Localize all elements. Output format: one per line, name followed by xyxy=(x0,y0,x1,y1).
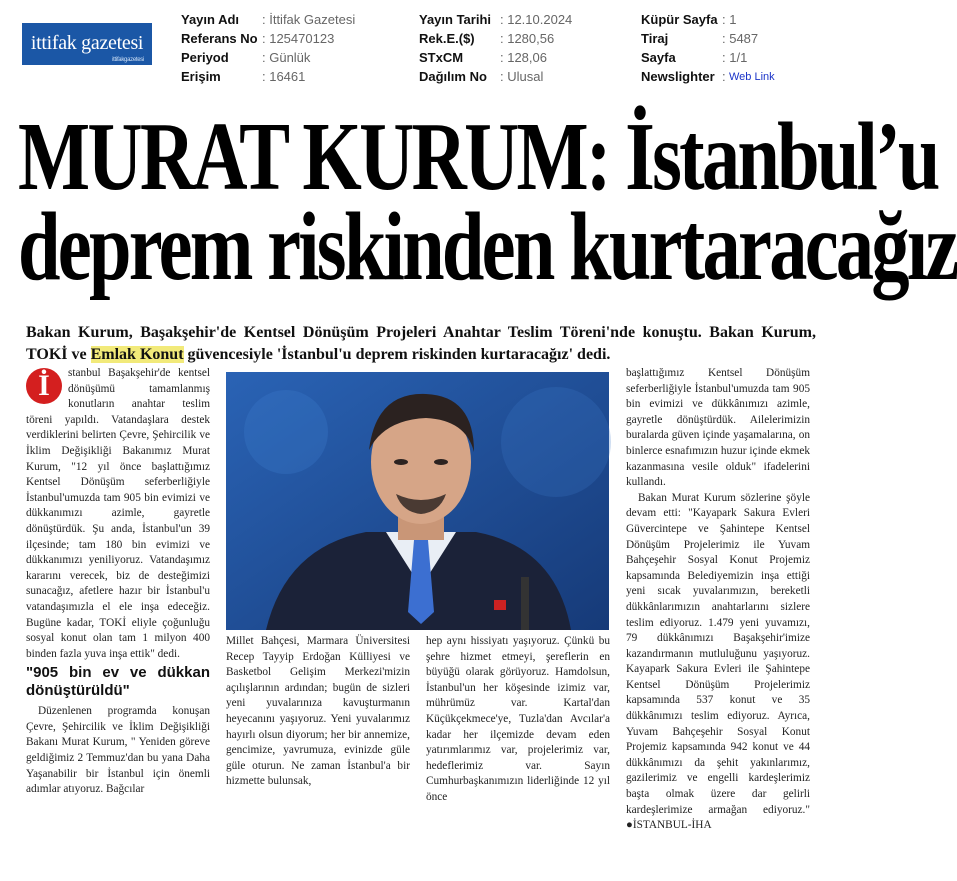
paragraph: hep aynı hissiyatı yaşıyoruz. Çünkü bu şehre hizmet etmeyi, şereflerin en büyüğü olarak görüyoruz. Hamdolsun, İstanbul'un her köşesinde izimiz var, mührümüz var. Kartal'dan Küçükçekmece'ye, Tuzla'dan Avcılar'a kadar her ilçemizde devam eden yatırımlarımız var, projelerimiz var, hedeflerimiz var. Sayın Cumhurbaşkanımızın liderliğinde 12 yıl önce xyxy=(426,635,610,803)
lede-text-1: Bakan Kurum, Başakşehir'de Kentsel Dönüşüm Projeleri Anahtar Teslim Töreni'nde konuştu. Bakan Kurum, TOKİ ve xyxy=(26,324,816,363)
headline xyxy=(18,103,957,301)
article-column-1 xyxy=(26,366,210,798)
portrait-illustration xyxy=(226,372,609,630)
meta-key: Erişim xyxy=(181,69,221,84)
paragraph: Millet Bahçesi, Marmara Üniversitesi Recep Tayyip Erdoğan Külliyesi ve Basketbol Gelişim Merkezi'mizin açılışlarının ardından; bugün de sizleri yeni yuvalarınıza kavuşturmanın heyecanını yaşıyoruz. Yeni yuvalarımız hayırlı olsun diyorum; her bir annemize, gencimize, yavrumuza, evinizde güle güle oturun. Ne zaman İstanbul'a bir hizmette bulunsak, xyxy=(226,635,410,788)
minister-photo xyxy=(226,372,609,630)
meta-value: : 1280,56 xyxy=(500,31,555,46)
meta-value: : 5487 xyxy=(722,31,759,46)
meta-value: : xyxy=(722,69,726,84)
web-link[interactable]: Web Link xyxy=(729,71,775,83)
meta-value: : 1/1 xyxy=(722,50,748,65)
meta-key: Rek.E.($) xyxy=(419,31,475,46)
meta-key: Dağılım No xyxy=(419,69,487,84)
meta-value: : 128,06 xyxy=(500,50,547,65)
meta-value: : Ulusal xyxy=(500,69,544,84)
subheading: "905 bin ev ve dükkan dönüştürüldü" xyxy=(26,664,210,700)
logo-tagline: ittifakgazetesi xyxy=(112,57,144,63)
meta-value: : İttifak Gazetesi xyxy=(262,12,356,27)
meta-value: : 125470123 xyxy=(262,31,335,46)
meta-key: Sayfa xyxy=(641,50,676,65)
meta-value: : 12.10.2024 xyxy=(500,12,573,27)
paragraph: Bakan Murat Kurum sözlerine şöyle devam etti: "Kayapark Sakura Evleri Güvercintepe ve Şahintepe Kentsel Dönüşüm Projelerimiz ile Yuvam Bahçeşehir Sosyal Konut Projemiz kapsamında Belediyemizin inşa ettiği yeni sıcak yuvalarımızın, bereketli dükkânlarımızın anahtarlarını sizlere teslim ediyoruz. 1.479 yeni yuvamızı, 79 dükkânımızı Başakşehir'imize kazandırmanın mutluluğunu yaşıyoruz. Kayapark Sakura Evleri ile Şahintepe Kentsel Dönüşüm Projelerimiz kapsamında 537 konut ve 35 dükkânımızı teslim ediyoruz. Ayrıca, Yuvam Bahçeşehir Sosyal Konut Projemiz kapsamında 942 konut ve 44 dükkânımızı da şehit yakınlarımız, gazilerimiz ve engelli kardeşlerimiz başta olmak üzere dar gelirli kardeşlerimize armağan ediyoruz." ●İSTANBUL-İHA xyxy=(626,491,810,832)
meta-key: Newslighter xyxy=(641,69,715,84)
lede-text-2: güvencesiyle 'İstanbul'u deprem riskinden kurtaracağız' dedi. xyxy=(183,346,611,363)
article-column-3 xyxy=(426,634,610,806)
meta-key: Periyod xyxy=(181,50,229,65)
article-column-4 xyxy=(626,366,810,834)
lede xyxy=(26,322,816,366)
meta-key: Yayın Tarihi xyxy=(419,12,492,27)
newspaper-logo xyxy=(22,23,152,65)
drop-cap: İ xyxy=(26,368,62,404)
meta-value: : 1 xyxy=(722,12,737,27)
headline-line-1: MURAT KURUM: İstanbul’u xyxy=(18,103,938,211)
paragraph: stanbul Başakşehir'de kentsel dönüşümü tamamlanmış konutların anahtar teslim töreni yapıldı. Vatandaşlara destek verdiklerini belirten Çevre, Şehircilik ve İklim Değişikliği Bakanımız Murat Kurum, "12 yıl önce başlattığımız Kentsel Dönüşüm seferberliğiyle İstanbul'umuzda tam 905 bin evimizi ve dükkanımızı azimle, gayretle dönüştürdük. Şu anda, İstanbul'un 39 ilçesinde; tam 180 bin evimizi ve dükkanımızı yeniliyoruz. Vatandaşımız kararını verecek, biz de desteğimizi sunacağız, afetlere hazır bir İstanbul'u vatandaşımızla el ele inşa edeceğiz. Bugüne kadar, TOKİ eliyle çoğunluğu sosyal konut olan tam 1 milyon 400 binden fazla yuva inşa ettik" dedi. xyxy=(26,367,210,660)
meta-value: : Günlük xyxy=(262,50,311,65)
highlighted-keyword: Emlak Konut xyxy=(90,346,184,363)
headline-line-2: deprem riskinden kurtaracağız xyxy=(18,193,957,301)
meta-key: Referans No xyxy=(181,31,258,46)
paragraph: Düzenlenen programda konuşan Çevre, Şehircilik ve İklim Değişikliği Bakanı Murat Kurum, " Yeniden göreve geldiğimiz 2 Temmuz'dan bu yana Daha Yaşanabilir bir İstanbul için önemli adımlar atıyoruz. Bağcılar xyxy=(26,705,210,796)
meta-key: Küpür Sayfa xyxy=(641,12,718,27)
article-column-2 xyxy=(226,634,410,790)
meta-value: : 16461 xyxy=(262,69,306,84)
logo-text: ittifak gazetesi xyxy=(30,32,144,54)
meta-key: Yayın Adı xyxy=(181,12,240,27)
meta-key: Tiraj xyxy=(641,31,669,46)
meta-key: STxCM xyxy=(419,50,464,65)
paragraph: başlattığımız Kentsel Dönüşüm seferberliğiyle İstanbul'umuzda tam 905 bin evimizi ve dükkânımızı azimle, gayretle dönüştürdük. Ailelerimizin buralarda güven içinde yaşamalarına, on binlerce esnafımızın huzur içinde ekmek kazanmasına vesile olduk" ifadelerini kullandı. xyxy=(626,367,810,489)
